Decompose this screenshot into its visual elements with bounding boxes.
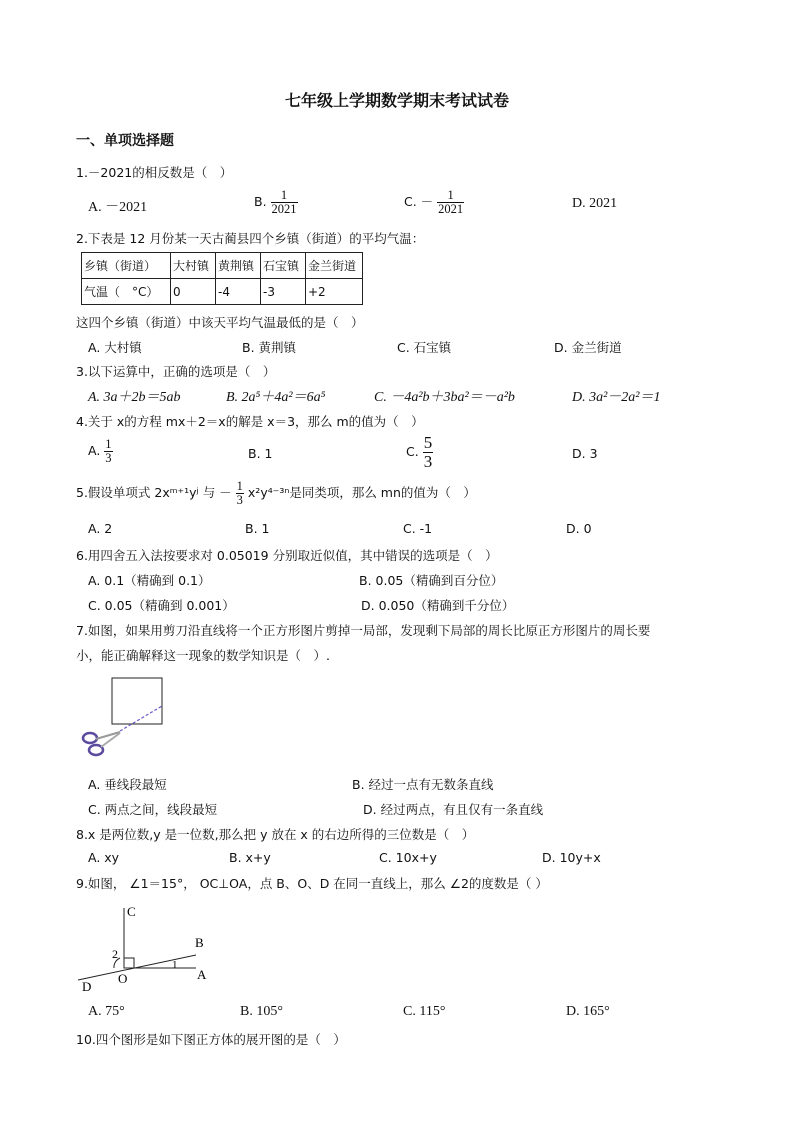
- q7-option-a: A. 垂线段最短: [88, 777, 167, 792]
- q4-option-d: D. 3: [572, 446, 598, 461]
- scissors-figure: [80, 676, 170, 764]
- label-angle-2: 2: [112, 947, 118, 961]
- q4-a-numerator: 1: [105, 437, 112, 451]
- label-c: C: [127, 904, 136, 919]
- q5-stem-end: x²y⁴⁻³ⁿ是同类项，那么 mn的值为（ ）: [247, 485, 476, 501]
- q3-option-a: A. 3a＋2b＝5ab: [88, 390, 181, 405]
- q4-option-c-fraction: [423, 434, 434, 471]
- table-cell: -4: [216, 279, 261, 305]
- q4-c-numerator: 5: [423, 433, 433, 452]
- table-header-row: [82, 253, 363, 279]
- q7-option-c: C. 两点之间，线段最短: [88, 802, 218, 817]
- q1-option-b-label: B.: [254, 194, 267, 210]
- q6-option-d: D. 0.050（精确到千分位）: [361, 598, 515, 613]
- q2-question: 这四个乡镇（街道）中该天平均气温最低的是（ ）: [76, 315, 364, 330]
- q5-stem-fraction: [236, 480, 244, 507]
- q7-stem-line2: 小，能正确解释这一现象的数学知识是（ ）.: [76, 648, 330, 663]
- table-cell: +2: [306, 279, 363, 305]
- q5-option-b: B. 1: [245, 521, 270, 536]
- q6-stem: 6.用四舍五入法按要求对 0.05019 分别取近似值，其中错误的选项是（ ）: [76, 548, 498, 563]
- q5-denominator: 3: [236, 493, 243, 508]
- label-d: D: [82, 979, 92, 994]
- q4-stem: 4.关于 x的方程 mx＋2＝x的解是 x＝3，那么 m的值为（ ）: [76, 414, 424, 429]
- q1-option-d: D. 2021: [572, 196, 618, 211]
- square-shape: [112, 678, 162, 724]
- q1-b-numerator: 1: [271, 189, 298, 203]
- q8-option-b: B. x+y: [229, 850, 271, 865]
- q10-stem: 10.四个图形是如下图正方体的展开图的是（ ）: [76, 1032, 346, 1047]
- q6-option-b: B. 0.05（精确到百分位）: [359, 573, 504, 588]
- cut-line: [120, 706, 162, 731]
- table-row: [82, 279, 363, 305]
- q5-stem: [76, 480, 476, 507]
- q8-option-a: A. xy: [88, 850, 120, 865]
- q8-option-d: D. 10y+x: [542, 850, 601, 865]
- q9-option-d: D. 165°: [566, 1004, 610, 1019]
- label-a: A: [197, 967, 207, 982]
- q8-option-c: C. 10x+y: [379, 850, 437, 865]
- q5-option-d: D. 0: [566, 521, 592, 536]
- q5-option-c: C. -1: [403, 521, 433, 536]
- q9-stem: 9.如图， ∠1＝15°， OC⊥OA，点 B、O、D 在同一直线上，那么 ∠2的度数是（ ）: [76, 876, 548, 891]
- q4-option-b: B. 1: [248, 446, 273, 461]
- q3-option-b: B. 2a⁵＋4a²＝6a⁵: [226, 390, 326, 405]
- q4-option-c-label: C.: [406, 443, 419, 459]
- q6-option-c: C. 0.05（精确到 0.001）: [88, 598, 235, 613]
- q2-option-c: C. 石宝镇: [397, 340, 452, 355]
- q7-stem-line1: 7.如图，如果用剪刀沿直线将一个正方形图片剪掉一局部，发现剩下局部的周长比原正方形图片的周长要: [76, 623, 651, 638]
- temperature-table: [81, 252, 363, 305]
- q9-option-a: A. 75°: [88, 1004, 125, 1019]
- q1-c-denominator: 2021: [438, 202, 464, 217]
- table-cell: -3: [261, 279, 306, 305]
- label-o: O: [118, 971, 128, 986]
- q1-option-a: A. －2021: [88, 200, 148, 215]
- table-cell: 0: [171, 279, 216, 305]
- q4-option-a-label: A.: [88, 443, 101, 459]
- label-angle-1: 1: [172, 959, 178, 971]
- q4-option-a: [88, 438, 113, 465]
- table-header-cell: 乡镇（街道）: [82, 253, 171, 279]
- q3-option-c: C. －4a²b＋3ba²＝－a²b: [374, 390, 515, 405]
- label-b: B: [195, 935, 204, 950]
- table-cell: 气温（ °C）: [82, 279, 171, 305]
- q9-option-c: C. 115°: [403, 1004, 446, 1019]
- q7-option-b: B. 经过一点有无数条直线: [352, 777, 494, 792]
- q5-option-a: A. 2: [88, 521, 113, 536]
- right-angle-mark: [124, 958, 134, 968]
- q8-stem: 8.x 是两位数,y 是一位数,那么把 y 放在 x 的右边所得的三位数是（ ）: [76, 827, 475, 842]
- scissors-icon: [83, 732, 120, 755]
- q1-option-c-fraction: [437, 189, 464, 216]
- angle-figure: [76, 904, 216, 994]
- q3-option-d: D. 3a²－2a²＝1: [572, 390, 661, 405]
- q4-option-c: [406, 434, 433, 471]
- q4-c-denominator: 3: [423, 451, 433, 471]
- q2-option-d: D. 金兰街道: [554, 340, 622, 355]
- q4-option-a-fraction: [104, 438, 112, 465]
- q1-option-c: [404, 189, 464, 216]
- q3-stem: 3.以下运算中，正确的选项是（ ）: [76, 364, 276, 379]
- q1-b-denominator: 2021: [271, 202, 297, 217]
- q1-option-b: [254, 189, 298, 216]
- q2-stem: 2.下表是 12 月份某一天古蔺县四个乡镇（街道）的平均气温：: [76, 231, 425, 246]
- table-header-cell: 大村镇: [171, 253, 216, 279]
- q7-option-d: D. 经过两点，有且仅有一条直线: [363, 802, 544, 817]
- q6-option-a: A. 0.1（精确到 0.1）: [88, 573, 211, 588]
- table-header-cell: 金兰街道: [306, 253, 363, 279]
- q9-option-b: B. 105°: [240, 1004, 283, 1019]
- page-title: 七年级上学期数学期末考试试卷: [284, 91, 509, 110]
- q2-option-b: B. 黄荆镇: [242, 340, 297, 355]
- section-heading: 一、单项选择题: [76, 133, 174, 149]
- q4-a-denominator: 3: [105, 451, 112, 466]
- table-header-cell: 黄荆镇: [216, 253, 261, 279]
- q1-stem: 1.－2021的相反数是（ ）: [76, 165, 233, 180]
- q5-stem-start: 5.假设单项式 2xᵐ⁺¹yʲ 与 －: [76, 485, 232, 501]
- q2-option-a: A. 大村镇: [88, 340, 142, 355]
- table-header-cell: 石宝镇: [261, 253, 306, 279]
- q5-numerator: 1: [236, 479, 243, 493]
- q1-c-numerator: 1: [437, 189, 464, 203]
- q1-option-b-fraction: [271, 189, 298, 216]
- q1-option-c-label: C. －: [404, 194, 434, 210]
